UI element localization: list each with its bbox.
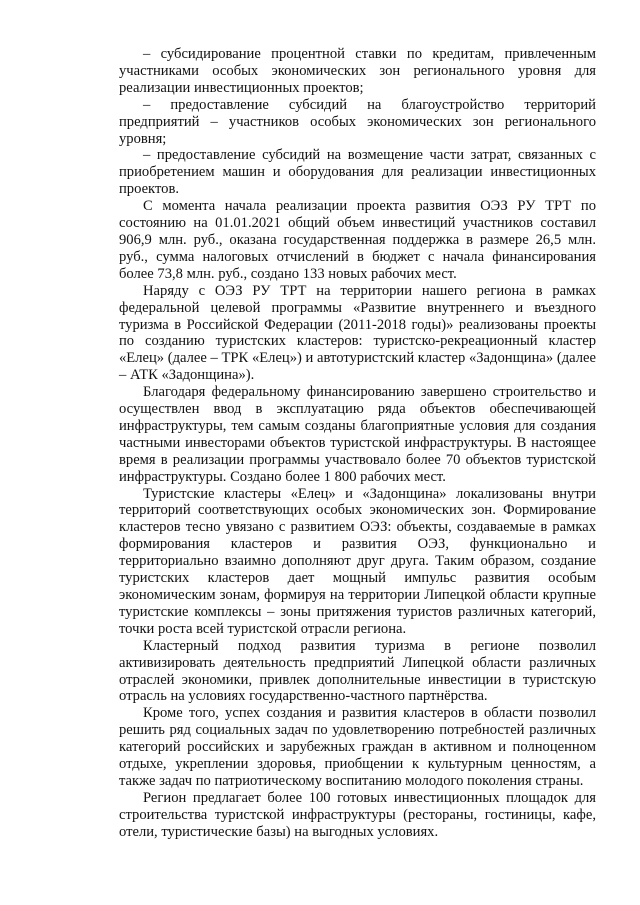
paragraph-subsidy-equipment: – предоставление субсидий на возмещение части затрат, связанных с приобретением машин и оборудования для реализации инвестиционных проектов. <box>119 147 596 198</box>
paragraph-investment-sites: Регион предлагает более 100 готовых инвестиционных площадок для строительства туристской инфраструктуры (рестораны, гостиницы, кафе, отели, туристические базы) на выгодных условиях. <box>119 789 596 840</box>
document-page <box>119 46 596 841</box>
paragraph-social-tasks: Кроме того, успех создания и развития кластеров в области позволил решить ряд социальных задач по удовлетворению потребностей различных категорий российских и зарубежных граждан в активном и полноценном отдыхе, укреплении здоровья, приобщении к культурным ценностям, а также задач по патриотическому воспитанию молодого поколения страны. <box>119 705 596 789</box>
paragraph-cluster-approach: Кластерный подход развития туризма в регионе позволил активизировать деятельность предприятий Липецкой области различных отраслей экономики, привлек дополнительные инвестиции в туристскую отрасль на условиях государственно-частного партнёрства. <box>119 637 596 705</box>
paragraph-subsidy-landscaping: – предоставление субсидий на благоустройство территорий предприятий – участников особых экономических зон регионального уровня; <box>119 96 596 147</box>
paragraph-subsidy-interest-rate: – субсидирование процентной ставки по кредитам, привлеченным участниками особых экономических зон регионального уровня для реализации инвестиционных проектов; <box>119 46 596 96</box>
paragraph-cluster-localization: Туристские кластеры «Елец» и «Задонщина» локализованы внутри территорий соответствующих особых экономических зон. Формирование кластеров тесно увязано с развитием ОЭЗ: объекты, создаваемые в рамках формирования кластеров и развития ОЭЗ, функционально и территориально взаимно дополняют друг друга. Таким образом, создание туристских кластеров дает мощный импульс развития особым экономическим зонам, формируя на территории Липецкой области крупные туристские комплексы – зоны притяжения туристов различных категорий, точки роста всей туристской отрасли региона. <box>119 485 596 637</box>
paragraph-investment-results: С момента начала реализации проекта развития ОЭЗ РУ ТРТ по состоянию на 01.01.2021 общий объем инвестиций участников составил 906,9 млн. руб., оказана государственная поддержка в размере 26,5 млн. руб., сумма налоговых отчислений в бюджет с начала финансирования более 73,8 млн. руб., создано 133 новых рабочих мест. <box>119 198 596 282</box>
paragraph-tourist-clusters: Наряду с ОЭЗ РУ ТРТ на территории нашего региона в рамках федеральной целевой программы «Развитие внутреннего и въездного туризма в Российской Федерации (2011-2018 годы)» реализованы проекты по созданию туристских кластеров: туристско-рекреационный кластер «Елец» (далее – ТРК «Елец») и автотуристский кластер «Задонщина» (далее – АТК «Задонщина»). <box>119 282 596 384</box>
paragraph-federal-financing: Благодаря федеральному финансированию завершено строительство и осуществлен ввод в эксплуатацию ряда объектов обеспечивающей инфраструктуры, тем самым созданы благоприятные условия для создания частными инвесторами объектов туристской инфраструктуры. В настоящее время в реализации программы участвовало более 70 объектов туристской инфраструктуры. Создано более 1 800 рабочих мест. <box>119 384 596 485</box>
